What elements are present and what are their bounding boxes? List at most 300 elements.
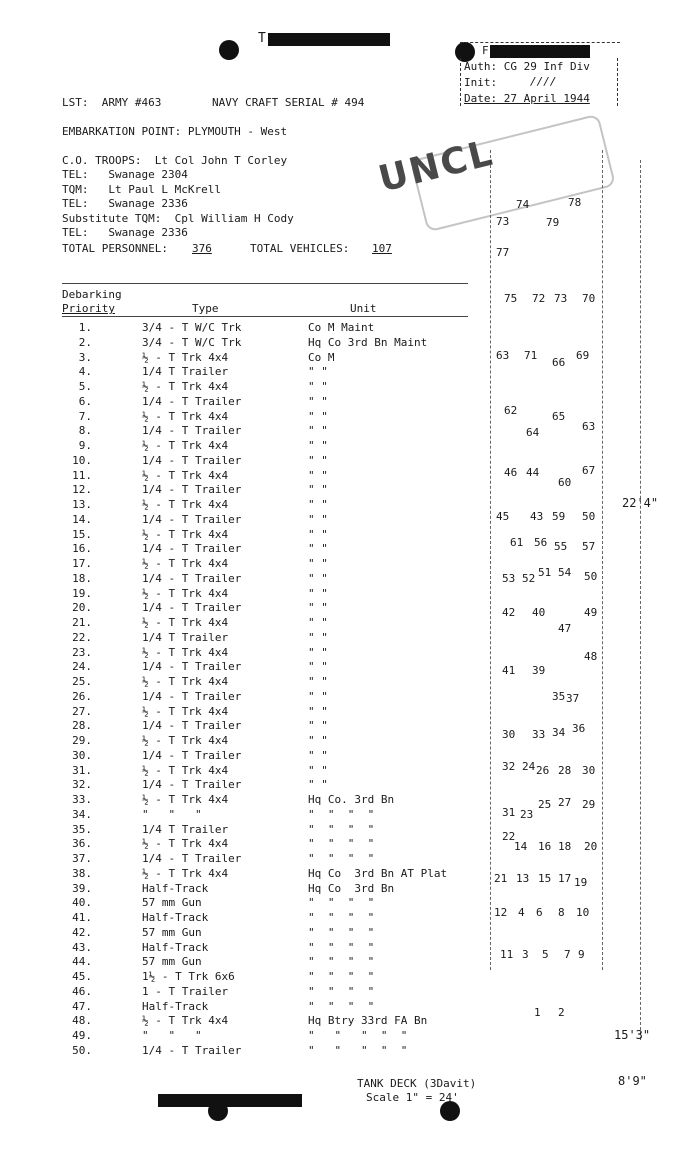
unit-cell: " " " " <box>308 925 375 939</box>
total-personnel-label: TOTAL PERSONNEL: <box>62 242 168 255</box>
priority-cell: 1. <box>78 321 92 334</box>
type-cell: 1/4 - T Trailer <box>142 601 242 615</box>
priority-cell: 48. <box>72 1014 92 1028</box>
priority-cell: 23. <box>72 645 92 659</box>
type-cell: 1/4 - T Trailer <box>142 394 242 408</box>
deck-vehicle-number: 72 <box>532 292 546 305</box>
table-row <box>62 823 462 837</box>
type-cell: 1/4 - T Trailer <box>142 748 242 762</box>
deck-vehicle-number: 1 <box>534 1006 541 1019</box>
deck-vehicle-number: 28 <box>558 764 572 777</box>
priority-cell: 25. <box>72 675 92 688</box>
priority-cell: 3. <box>78 350 92 364</box>
unit-cell: " " <box>308 719 328 733</box>
priority-cell: 24. <box>72 660 92 674</box>
table-row <box>62 365 462 379</box>
deck-vehicle-number: 77 <box>496 246 510 259</box>
deck-vehicle-number: 71 <box>524 349 538 362</box>
co-troops: C.O. TROOPS: Lt Col John T Corley <box>62 154 288 167</box>
deck-vehicle-number: 36 <box>572 722 586 735</box>
header-priority: Priority <box>62 302 115 315</box>
deck-vehicle-number: 55 <box>554 540 568 553</box>
priority-cell: 10. <box>72 453 92 467</box>
deck-vehicle-number: 53 <box>502 572 516 585</box>
deck-vehicle-number: 26 <box>536 764 550 777</box>
deck-vehicle-number: 15 <box>538 872 552 885</box>
deck-dimension-line <box>640 160 641 1040</box>
unit-cell: " " <box>308 468 328 482</box>
auth-box-prefix: F <box>482 44 489 57</box>
auth-box <box>458 42 620 106</box>
table-row <box>62 690 462 704</box>
table-row <box>62 601 462 615</box>
table-row <box>62 764 462 778</box>
type-cell: 1/4 - T Trailer <box>142 852 242 865</box>
type-cell: ½ - T Trk 4x4 <box>142 586 229 600</box>
deck-vehicle-number: 3 <box>522 948 529 961</box>
unit-cell: " " <box>308 394 328 408</box>
redaction-bar-top <box>268 33 390 46</box>
priority-cell: 47. <box>72 999 92 1013</box>
table-row <box>62 336 462 350</box>
unit-cell: " " <box>308 704 328 718</box>
deck-vehicle-number: 25 <box>538 798 552 811</box>
priority-cell: 44. <box>72 955 92 969</box>
table-row <box>62 808 462 822</box>
priority-cell: 11. <box>72 468 92 482</box>
deck-vehicle-number: 40 <box>532 606 546 619</box>
type-cell: 1/4 - T Trailer <box>142 424 242 438</box>
deck-vehicle-number: 42 <box>502 606 516 619</box>
priority-cell: 43. <box>72 940 92 954</box>
tel-1: TEL: Swanage 2304 <box>62 168 188 181</box>
deck-vehicle-number: 43 <box>530 510 544 523</box>
unit-cell: " " " " <box>308 911 375 924</box>
deck-vehicle-number: 54 <box>558 566 572 579</box>
priority-cell: 39. <box>72 881 92 895</box>
table-row <box>62 542 462 556</box>
deck-caption: TANK DECK (3Davit) <box>357 1077 477 1090</box>
tel-2: TEL: Swanage 2336 <box>62 197 188 210</box>
priority-cell: 27. <box>72 704 92 718</box>
type-cell: 3/4 - T W/C Trk <box>142 321 242 334</box>
unit-cell: " " <box>308 660 328 674</box>
type-cell: 3/4 - T W/C Trk <box>142 335 242 349</box>
table-row <box>62 351 462 365</box>
unit-cell: " " <box>308 409 328 423</box>
deck-vehicle-number: 12 <box>494 906 508 919</box>
priority-cell: 14. <box>72 512 92 526</box>
deck-vehicle-number: 66 <box>552 356 566 369</box>
deck-vehicle-number: 2 <box>558 1006 565 1019</box>
divider-top <box>62 283 468 284</box>
auth-line: Auth: CG 29 Inf Div <box>464 60 590 73</box>
priority-cell: 20. <box>72 601 92 615</box>
deck-vehicle-number: 79 <box>546 216 560 229</box>
priority-cell: 28. <box>72 719 92 733</box>
table-row <box>62 483 462 497</box>
table-row <box>62 395 462 409</box>
type-cell: 1/4 T Trailer <box>142 365 229 379</box>
table-row <box>62 675 462 689</box>
unit-cell: " " <box>308 571 328 585</box>
header-debarking: Debarking <box>62 288 122 301</box>
deck-vehicle-number: 4 <box>518 906 525 919</box>
type-cell: ½ - T Trk 4x4 <box>142 616 229 629</box>
table-row <box>62 528 462 542</box>
unit-cell: " " " " <box>308 984 375 998</box>
deck-vehicle-number: 73 <box>554 292 568 305</box>
type-cell: ½ - T Trk 4x4 <box>142 439 229 452</box>
table-row <box>62 439 462 453</box>
type-cell: 1/4 - T Trailer <box>142 512 242 526</box>
deck-vehicle-number: 8 <box>558 906 565 919</box>
deck-vehicle-number: 60 <box>558 476 572 489</box>
type-cell: ½ - T Trk 4x4 <box>142 409 229 423</box>
table-row <box>62 926 462 940</box>
unit-cell: Co M <box>308 350 335 364</box>
deck-vehicle-number: 6 <box>536 906 543 919</box>
deck-vehicle-number: 69 <box>576 349 590 362</box>
tqm: TQM: Lt Paul L McKrell <box>62 183 221 196</box>
unit-cell: Hq Co. 3rd Bn <box>308 793 395 806</box>
table-row <box>62 734 462 748</box>
priority-cell: 12. <box>72 483 92 497</box>
table-row <box>62 970 462 984</box>
type-cell: 57 mm Gun <box>142 925 202 939</box>
classification-top: T <box>258 31 266 46</box>
type-cell: ½ - T Trk 4x4 <box>142 527 229 541</box>
embarkation-point: EMBARKATION POINT: PLYMOUTH - West <box>62 125 288 138</box>
type-cell: Half-Track <box>142 911 209 924</box>
total-vehicles-label: TOTAL VEHICLES: <box>250 242 350 255</box>
unit-cell: " " <box>308 645 328 659</box>
priority-cell: 29. <box>72 734 92 747</box>
table-row <box>62 498 462 512</box>
deck-vehicle-number: 78 <box>568 196 582 209</box>
type-cell: ½ - T Trk 4x4 <box>142 645 229 659</box>
deck-vehicle-number: 11 <box>500 948 514 961</box>
table-row <box>62 852 462 866</box>
table-row <box>62 646 462 660</box>
table-row <box>62 616 462 630</box>
unit-cell: Hq Co 3rd Bn Maint <box>308 335 428 349</box>
table-row <box>62 985 462 999</box>
table-row <box>62 837 462 851</box>
table-row <box>62 793 462 807</box>
deck-vehicle-number: 50 <box>584 570 598 583</box>
unit-cell: " " " " <box>308 822 375 836</box>
deck-vehicle-number: 75 <box>504 292 518 305</box>
unit-cell: Hq Btry 33rd FA Bn <box>308 1014 428 1028</box>
deck-vehicle-number: 46 <box>504 466 518 479</box>
unit-cell: " " <box>308 557 328 570</box>
type-cell: 1/4 - T Trailer <box>142 483 242 497</box>
table-row <box>62 749 462 763</box>
unit-cell: " " <box>308 424 328 438</box>
priority-cell: 22. <box>72 630 92 644</box>
priority-cell: 34. <box>72 807 92 821</box>
table-row <box>62 955 462 969</box>
deck-vehicle-number: 29 <box>582 798 596 811</box>
unit-cell: Co M Maint <box>308 321 375 334</box>
priority-cell: 15. <box>72 527 92 541</box>
deck-right-wall <box>602 150 603 970</box>
type-cell: 1/4 - T Trailer <box>142 1043 242 1057</box>
unit-cell: " " <box>308 527 328 541</box>
type-cell: ½ - T Trk 4x4 <box>142 557 229 570</box>
deck-vehicle-number: 70 <box>582 292 596 305</box>
deck-vehicle-number: 50 <box>582 510 596 523</box>
deck-vehicle-number: 61 <box>510 536 524 549</box>
table-row <box>62 660 462 674</box>
priority-cell: 21. <box>72 616 92 629</box>
lst-number: LST: ARMY #463 <box>62 96 162 109</box>
priority-cell: 31. <box>72 763 92 777</box>
unit-cell: " " <box>308 453 328 467</box>
type-cell: 1/4 - T Trailer <box>142 542 242 556</box>
deck-vehicle-number: 56 <box>534 536 548 549</box>
unit-cell: " " <box>308 586 328 600</box>
deck-vehicle-number: 41 <box>502 664 516 677</box>
priority-cell: 8. <box>78 424 92 438</box>
table-row <box>62 424 462 438</box>
unit-cell: " " <box>308 630 328 644</box>
unit-cell: " " <box>308 512 328 526</box>
table-row <box>62 1014 462 1028</box>
unit-cell: " " <box>308 616 328 629</box>
deck-vehicle-number: 17 <box>558 872 572 885</box>
table-row <box>62 719 462 733</box>
total-personnel-value: 376 <box>192 242 212 255</box>
unit-cell: " " <box>308 675 328 688</box>
priority-cell: 45. <box>72 970 92 983</box>
type-cell: 1/4 T Trailer <box>142 822 229 836</box>
priority-cell: 26. <box>72 689 92 703</box>
priority-cell: 36. <box>72 837 92 851</box>
type-cell: " " " <box>142 807 202 821</box>
deck-vehicle-number: 62 <box>504 404 518 417</box>
deck-vehicle-number: 21 <box>494 872 508 885</box>
priority-cell: 17. <box>72 557 92 570</box>
table-row <box>62 705 462 719</box>
priority-cell: 9. <box>78 439 92 452</box>
type-cell: 1/4 - T Trailer <box>142 571 242 585</box>
deck-vehicle-number: 19 <box>574 876 588 889</box>
priority-cell: 30. <box>72 748 92 762</box>
deck-vehicle-number: 73 <box>496 215 510 228</box>
unit-cell: " " " " " <box>308 1043 408 1057</box>
deck-dimension-a: 15'3" <box>614 1028 651 1042</box>
unit-cell: " " <box>308 439 328 452</box>
priority-cell: 37. <box>72 852 92 865</box>
type-cell: 1/4 - T Trailer <box>142 689 242 703</box>
type-cell: ½ - T Trk 4x4 <box>142 380 229 393</box>
deck-vehicle-number: 5 <box>542 948 549 961</box>
table-row <box>62 587 462 601</box>
unit-cell: " " " " <box>308 852 375 865</box>
unit-cell: " " <box>308 365 328 379</box>
divider-header <box>62 316 468 317</box>
table-row <box>62 1000 462 1014</box>
priority-cell: 2. <box>78 335 92 349</box>
unit-cell: " " " " <box>308 970 375 983</box>
deck-vehicle-number: 34 <box>552 726 566 739</box>
type-cell: " " " <box>142 1029 202 1042</box>
type-cell: ½ - T Trk 4x4 <box>142 675 229 688</box>
header-unit: Unit <box>350 302 377 315</box>
navy-craft-serial: NAVY CRAFT SERIAL # 494 <box>212 96 365 109</box>
table-row <box>62 321 462 335</box>
priority-cell: 38. <box>72 866 92 880</box>
type-cell: ½ - T Trk 4x4 <box>142 704 229 718</box>
type-cell: Half-Track <box>142 940 209 954</box>
unit-cell: " " " " <box>308 999 375 1013</box>
priority-cell: 40. <box>72 896 92 910</box>
deck-vehicle-number: 7 <box>564 948 571 961</box>
deck-vehicle-number: 37 <box>566 692 580 705</box>
priority-cell: 46. <box>72 984 92 998</box>
type-cell: 1/4 T Trailer <box>142 630 229 644</box>
deck-vehicle-number: 30 <box>502 728 516 741</box>
tel-3: TEL: Swanage 2336 <box>62 226 188 239</box>
deck-vehicle-number: 51 <box>538 566 552 579</box>
type-cell: Half-Track <box>142 881 209 895</box>
priority-cell: 42. <box>72 925 92 939</box>
redaction-bar-bottom <box>158 1094 302 1107</box>
priority-cell: 7. <box>78 409 92 423</box>
type-cell: ½ - T Trk 4x4 <box>142 793 229 806</box>
deck-vehicle-number: 18 <box>558 840 572 853</box>
deck-vehicle-number: 63 <box>582 420 596 433</box>
type-cell: 57 mm Gun <box>142 896 202 910</box>
type-cell: ½ - T Trk 4x4 <box>142 1014 229 1028</box>
deck-vehicle-number: 52 <box>522 572 536 585</box>
unit-cell: " " " " <box>308 955 375 969</box>
unit-cell: Hq Co 3rd Bn AT Plat <box>308 866 448 880</box>
deck-vehicle-number: 47 <box>558 622 572 635</box>
priority-cell: 35. <box>72 822 92 836</box>
unit-cell: " " <box>308 542 328 556</box>
type-cell: 1/4 - T Trailer <box>142 719 242 733</box>
type-cell: ½ - T Trk 4x4 <box>142 350 229 364</box>
priority-cell: 50. <box>72 1043 92 1057</box>
type-cell: ½ - T Trk 4x4 <box>142 734 229 747</box>
priority-cell: 41. <box>72 911 92 924</box>
unit-cell: " " " " <box>308 896 375 910</box>
unit-cell: " " <box>308 601 328 615</box>
init-line: Init: <box>464 76 498 89</box>
unit-cell: " " <box>308 689 328 703</box>
unit-cell: " " " " <box>308 807 375 821</box>
priority-cell: 4. <box>78 365 92 379</box>
deck-vehicle-number: 27 <box>558 796 572 809</box>
total-vehicles-value: 107 <box>372 242 392 255</box>
deck-vehicle-number: 31 <box>502 806 516 819</box>
type-cell: 57 mm Gun <box>142 955 202 969</box>
deck-width-dimension: 22'4" <box>622 496 659 510</box>
deck-vehicle-number: 23 <box>520 808 534 821</box>
deck-vehicle-number: 33 <box>532 728 546 741</box>
deck-vehicle-number: 48 <box>584 650 598 663</box>
substitute-tqm: Substitute TQM: Cpl William H Cody <box>62 212 294 225</box>
deck-vehicle-number: 30 <box>582 764 596 777</box>
deck-dimension-b: 8'9" <box>618 1074 647 1088</box>
redaction-bar-auth <box>490 45 590 58</box>
punch-hole-top-left <box>219 40 239 60</box>
deck-vehicle-number: 45 <box>496 510 510 523</box>
type-cell: ½ - T Trk 4x4 <box>142 498 229 511</box>
deck-vehicle-number: 20 <box>584 840 598 853</box>
type-cell: 1/4 - T Trailer <box>142 660 242 674</box>
unit-cell: " " " " <box>308 837 375 851</box>
declassified-stamp: UNCL <box>374 132 498 201</box>
priority-cell: 6. <box>78 394 92 408</box>
table-row <box>62 454 462 468</box>
priority-cell: 13. <box>72 498 92 511</box>
table-row <box>62 941 462 955</box>
deck-scale: Scale 1" = 24' <box>366 1091 459 1104</box>
type-cell: 1/4 - T Trailer <box>142 453 242 467</box>
deck-vehicle-number: 65 <box>552 410 566 423</box>
deck-vehicle-number: 9 <box>578 948 585 961</box>
table-row <box>62 896 462 910</box>
type-cell: ½ - T Trk 4x4 <box>142 763 229 777</box>
type-cell: ½ - T Trk 4x4 <box>142 468 229 482</box>
table-row <box>62 469 462 483</box>
unit-cell: " " <box>308 380 328 393</box>
stamp-outline <box>410 114 616 233</box>
unit-cell: " " <box>308 498 328 511</box>
date-line: Date: 27 April 1944 <box>464 92 590 105</box>
deck-vehicle-number: 59 <box>552 510 566 523</box>
deck-left-wall <box>490 150 491 970</box>
deck-vehicle-number: 13 <box>516 872 530 885</box>
table-row <box>62 1029 462 1043</box>
unit-cell: " " <box>308 748 328 762</box>
type-cell: ½ - T Trk 4x4 <box>142 866 229 880</box>
deck-vehicle-number: 35 <box>552 690 566 703</box>
table-row <box>62 513 462 527</box>
deck-vehicle-number: 16 <box>538 840 552 853</box>
priority-cell: 16. <box>72 542 92 556</box>
deck-vehicle-number: 64 <box>526 426 540 439</box>
table-row <box>62 1044 462 1058</box>
table-row <box>62 778 462 792</box>
deck-vehicle-number: 24 <box>522 760 536 773</box>
deck-vehicle-number: 49 <box>584 606 598 619</box>
unit-cell: Hq Co 3rd Bn <box>308 881 395 895</box>
type-cell: 1 - T Trailer <box>142 984 229 998</box>
deck-vehicle-number: 74 <box>516 198 530 211</box>
type-cell: 1/4 - T Trailer <box>142 778 242 792</box>
table-row <box>62 557 462 571</box>
deck-vehicle-number: 14 <box>514 840 528 853</box>
table-row <box>62 410 462 424</box>
table-row <box>62 882 462 896</box>
priority-cell: 33. <box>72 793 92 806</box>
unit-cell: " " <box>308 778 328 792</box>
deck-vehicle-number: 67 <box>582 464 596 477</box>
init-signature: //// <box>530 75 557 88</box>
unit-cell: " " <box>308 483 328 497</box>
priority-cell: 5. <box>78 380 92 393</box>
type-cell: ½ - T Trk 4x4 <box>142 837 229 851</box>
type-cell: Half-Track <box>142 999 209 1013</box>
table-row <box>62 380 462 394</box>
deck-vehicle-number: 57 <box>582 540 596 553</box>
deck-vehicle-number: 32 <box>502 760 516 773</box>
